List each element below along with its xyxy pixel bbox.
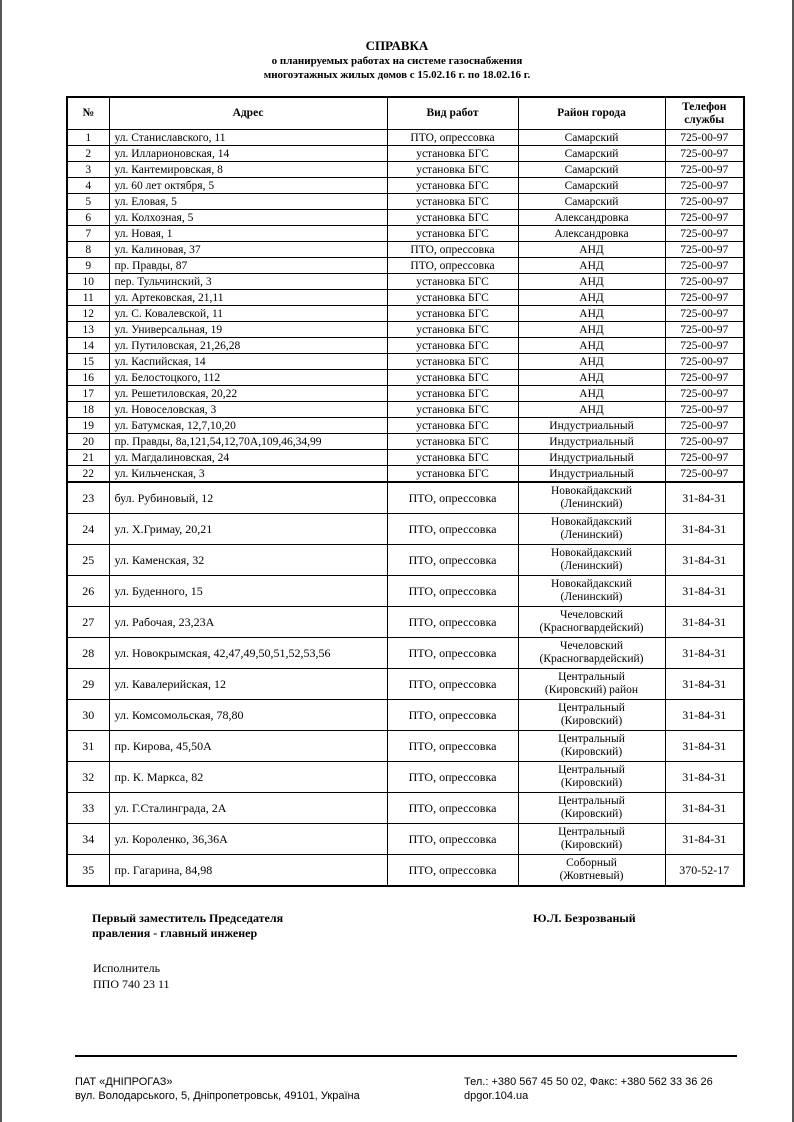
row-work-type: ПТО, опрессовка <box>387 258 518 274</box>
row-address: ул. Кантемировская, 8 <box>109 162 387 178</box>
row-number: 2 <box>67 146 109 162</box>
row-address: ул. Г.Сталинграда, 2А <box>109 793 387 824</box>
row-address: ул. Станиславского, 11 <box>109 130 387 146</box>
row-district <box>518 418 665 434</box>
row-address: ул. Рабочая, 23,23А <box>109 607 387 638</box>
row-number: 31 <box>67 731 109 762</box>
row-phone: 725-00-97 <box>665 354 744 370</box>
row-phone: 725-00-97 <box>665 178 744 194</box>
row-number: 30 <box>67 700 109 731</box>
row-phone: 31-84-31 <box>665 576 744 607</box>
row-phone: 725-00-97 <box>665 290 744 306</box>
row-work-type: установка БГС <box>387 370 518 386</box>
header-phone <box>665 97 744 130</box>
row-address: ул. Путиловская, 21,26,28 <box>109 338 387 354</box>
table-row <box>67 638 744 669</box>
row-district <box>518 514 665 545</box>
row-address: ул. Еловая, 5 <box>109 194 387 210</box>
footer-company: ПАТ «ДНІПРОГАЗ» <box>75 1076 173 1088</box>
row-phone: 725-00-97 <box>665 210 744 226</box>
row-phone: 725-00-97 <box>665 402 744 418</box>
row-work-type: ПТО, опрессовка <box>387 242 518 258</box>
row-phone: 725-00-97 <box>665 322 744 338</box>
row-phone: 31-84-31 <box>665 514 744 545</box>
row-phone: 725-00-97 <box>665 242 744 258</box>
signer-name: Ю.Л. Безрозваный <box>533 911 636 925</box>
row-district <box>518 607 665 638</box>
footer-divider <box>75 1055 737 1057</box>
row-number: 18 <box>67 402 109 418</box>
row-district <box>518 669 665 700</box>
row-number: 28 <box>67 638 109 669</box>
row-number: 20 <box>67 434 109 450</box>
row-number: 26 <box>67 576 109 607</box>
row-number: 29 <box>67 669 109 700</box>
row-district <box>518 322 665 338</box>
row-district <box>518 402 665 418</box>
row-number: 17 <box>67 386 109 402</box>
header-phone-line-2: службы <box>684 113 725 126</box>
row-district-name: АНД <box>579 323 604 336</box>
row-district <box>518 466 665 483</box>
row-district <box>518 226 665 242</box>
header-work: Вид работ <box>387 97 518 130</box>
row-work-type: ПТО, опрессовка <box>387 700 518 731</box>
row-district-old-name: (Жовтневый) <box>559 870 624 882</box>
row-number: 32 <box>67 762 109 793</box>
row-district <box>518 731 665 762</box>
table-row <box>67 669 744 700</box>
row-work-type: установка БГС <box>387 194 518 210</box>
row-address: ул. С. Ковалевской, 11 <box>109 306 387 322</box>
table-row <box>67 514 744 545</box>
row-number: 19 <box>67 418 109 434</box>
row-phone: 31-84-31 <box>665 482 744 514</box>
row-phone: 725-00-97 <box>665 386 744 402</box>
row-phone: 725-00-97 <box>665 226 744 242</box>
table-row <box>67 322 744 338</box>
row-district-name: Центральный <box>558 826 625 838</box>
row-district <box>518 194 665 210</box>
row-district-name: Новокайдакский <box>550 485 633 497</box>
row-address: ул. Колхозная, 5 <box>109 210 387 226</box>
row-district <box>518 576 665 607</box>
table-row <box>67 450 744 466</box>
signature-position-line-2: правления - главный инженер <box>92 926 258 940</box>
row-number: 12 <box>67 306 109 322</box>
row-work-type: установка БГС <box>387 434 518 450</box>
row-district-old-name: (Кировский) <box>560 746 623 758</box>
row-work-type: установка БГС <box>387 418 518 434</box>
row-work-type: установка БГС <box>387 450 518 466</box>
row-address: ул. Кильченская, 3 <box>109 466 387 483</box>
row-address: ул. Новоселовская, 3 <box>109 402 387 418</box>
row-work-type: установка БГС <box>387 146 518 162</box>
row-number: 22 <box>67 466 109 483</box>
row-address: ул. Батумская, 12,7,10,20 <box>109 418 387 434</box>
row-district <box>518 700 665 731</box>
row-district-name: Чечеловский <box>559 640 624 652</box>
row-district-old-name: (Ленинский) <box>560 498 623 510</box>
executor-block <box>93 960 170 992</box>
footer-address: вул. Володарського, 5, Дніпропетровськ, 49101, Україна <box>75 1090 360 1102</box>
row-district-name: Индустриальный <box>549 467 634 480</box>
table-row <box>67 274 744 290</box>
row-district-name: Индустриальный <box>549 435 634 448</box>
row-number: 6 <box>67 210 109 226</box>
row-number: 25 <box>67 545 109 576</box>
row-work-type: ПТО, опрессовка <box>387 576 518 607</box>
row-phone: 725-00-97 <box>665 450 744 466</box>
row-work-type: установка БГС <box>387 306 518 322</box>
row-address: ул. 60 лет октября, 5 <box>109 178 387 194</box>
row-address: ул. Кавалерийская, 12 <box>109 669 387 700</box>
row-district-name: АНД <box>579 259 604 272</box>
row-district-name: АНД <box>579 275 604 288</box>
table-row <box>67 338 744 354</box>
row-phone: 725-00-97 <box>665 434 744 450</box>
row-number: 14 <box>67 338 109 354</box>
header-phone-line-1: Телефон <box>682 100 727 113</box>
row-address: пер. Тульчинский, 3 <box>109 274 387 290</box>
row-address: ул. Х.Гримау, 20,21 <box>109 514 387 545</box>
row-district <box>518 306 665 322</box>
row-phone: 725-00-97 <box>665 370 744 386</box>
table-row <box>67 242 744 258</box>
row-district-name: Центральный <box>558 795 625 807</box>
row-district-name: Центральный <box>558 671 625 683</box>
row-district-old-name: (Кировский) <box>560 808 623 820</box>
row-work-type: ПТО, опрессовка <box>387 638 518 669</box>
row-district-name: Новокайдакский <box>550 578 633 590</box>
row-district-name: Центральный <box>558 733 625 745</box>
table-row <box>67 146 744 162</box>
row-district-name: Индустриальный <box>549 419 634 432</box>
row-district-name: Александровка <box>554 211 629 224</box>
row-district <box>518 210 665 226</box>
table-row <box>67 855 744 887</box>
row-address: ул. Универсальная, 19 <box>109 322 387 338</box>
table-row <box>67 386 744 402</box>
row-phone: 31-84-31 <box>665 824 744 855</box>
row-phone: 31-84-31 <box>665 731 744 762</box>
row-phone: 725-00-97 <box>665 466 744 483</box>
row-work-type: ПТО, опрессовка <box>387 607 518 638</box>
table-row <box>67 731 744 762</box>
executor-phone: ППО 740 23 11 <box>93 977 170 991</box>
row-number: 23 <box>67 482 109 514</box>
row-phone: 725-00-97 <box>665 162 744 178</box>
table-row <box>67 226 744 242</box>
row-district <box>518 482 665 514</box>
row-phone: 31-84-31 <box>665 762 744 793</box>
row-district-old-name: (Красногвардейский) <box>539 653 644 665</box>
row-work-type: ПТО, опрессовка <box>387 514 518 545</box>
row-work-type: установка БГС <box>387 402 518 418</box>
row-phone: 725-00-97 <box>665 418 744 434</box>
row-district-name: АНД <box>579 339 604 352</box>
row-district-name: Центральный <box>558 702 625 714</box>
row-phone: 725-00-97 <box>665 274 744 290</box>
row-number: 15 <box>67 354 109 370</box>
row-phone: 725-00-97 <box>665 258 744 274</box>
row-district-name: АНД <box>579 355 604 368</box>
executor-label: Исполнитель <box>93 961 161 975</box>
row-district <box>518 762 665 793</box>
page-edge-left <box>0 0 2 1122</box>
row-district-name: Самарский <box>564 147 619 160</box>
row-district <box>518 855 665 887</box>
row-number: 8 <box>67 242 109 258</box>
row-phone: 31-84-31 <box>665 700 744 731</box>
row-district-name: Самарский <box>564 179 619 192</box>
row-district-old-name: (Ленинский) <box>560 529 623 541</box>
row-work-type: установка БГС <box>387 290 518 306</box>
row-district <box>518 130 665 146</box>
row-number: 34 <box>67 824 109 855</box>
works-table <box>66 96 745 887</box>
row-work-type: установка БГС <box>387 466 518 483</box>
header-address: Адрес <box>109 97 387 130</box>
row-work-type: установка БГС <box>387 322 518 338</box>
row-phone: 370-52-17 <box>665 855 744 887</box>
row-number: 21 <box>67 450 109 466</box>
row-phone: 31-84-31 <box>665 669 744 700</box>
row-district-name: Новокайдакский <box>550 547 633 559</box>
table-row <box>67 700 744 731</box>
row-district-old-name: (Ленинский) <box>560 591 623 603</box>
signature-position <box>92 911 283 941</box>
row-district-name: АНД <box>579 307 604 320</box>
row-work-type: установка БГС <box>387 386 518 402</box>
table-row <box>67 762 744 793</box>
document-title: СПРАВКА <box>365 38 429 53</box>
row-phone: 725-00-97 <box>665 194 744 210</box>
table-row <box>67 258 744 274</box>
row-address: пр. Правды, 8а,121,54,12,70А,109,46,34,99 <box>109 434 387 450</box>
row-district <box>518 146 665 162</box>
row-district <box>518 638 665 669</box>
row-phone: 31-84-31 <box>665 545 744 576</box>
row-work-type: ПТО, опрессовка <box>387 545 518 576</box>
row-phone: 725-00-97 <box>665 146 744 162</box>
row-phone: 725-00-97 <box>665 338 744 354</box>
row-address: ул. Калиновая, 37 <box>109 242 387 258</box>
row-district-name: Соборный <box>566 857 617 869</box>
table-row <box>67 482 744 514</box>
table-row <box>67 402 744 418</box>
row-district <box>518 178 665 194</box>
row-district-name: АНД <box>579 387 604 400</box>
footer-phones: Тел.: +380 567 45 50 02, Факс: +380 562 33 36 26 <box>464 1076 713 1088</box>
row-number: 1 <box>67 130 109 146</box>
row-district-name: АНД <box>579 243 604 256</box>
row-work-type: ПТО, опрессовка <box>387 482 518 514</box>
row-work-type: ПТО, опрессовка <box>387 669 518 700</box>
row-district <box>518 354 665 370</box>
row-phone: 31-84-31 <box>665 638 744 669</box>
row-district <box>518 434 665 450</box>
table-row <box>67 354 744 370</box>
table-row <box>67 793 744 824</box>
row-district <box>518 386 665 402</box>
row-address: ул. Новая, 1 <box>109 226 387 242</box>
footer-website: dpgor.104.ua <box>464 1090 529 1102</box>
table-row <box>67 290 744 306</box>
row-district <box>518 242 665 258</box>
row-address: ул. Магдалиновская, 24 <box>109 450 387 466</box>
table-header-row <box>67 97 744 130</box>
row-district-old-name: (Ленинский) <box>560 560 623 572</box>
row-district-old-name: (Кировский) район <box>544 684 639 696</box>
row-number: 27 <box>67 607 109 638</box>
row-work-type: ПТО, опрессовка <box>387 855 518 887</box>
row-address: ул. Решетиловская, 20,22 <box>109 386 387 402</box>
row-number: 7 <box>67 226 109 242</box>
table-row <box>67 418 744 434</box>
table-row <box>67 370 744 386</box>
row-district <box>518 370 665 386</box>
footer-contacts-block <box>464 1075 713 1103</box>
row-number: 11 <box>67 290 109 306</box>
table-row <box>67 545 744 576</box>
signature-position-line-1: Первый заместитель Председателя <box>92 911 284 925</box>
row-district-name: Индустриальный <box>549 451 634 464</box>
row-address: ул. Буденного, 15 <box>109 576 387 607</box>
row-address: бул. Рубиновый, 12 <box>109 482 387 514</box>
row-number: 9 <box>67 258 109 274</box>
row-number: 5 <box>67 194 109 210</box>
row-number: 16 <box>67 370 109 386</box>
row-district-name: АНД <box>579 291 604 304</box>
row-district-old-name: (Кировский) <box>560 715 623 727</box>
row-number: 3 <box>67 162 109 178</box>
row-district <box>518 545 665 576</box>
document-subtitle-1: о планируемых работах на системе газоснабжения <box>271 55 523 67</box>
row-district <box>518 290 665 306</box>
row-address: ул. Короленко, 36,36А <box>109 824 387 855</box>
row-work-type: установка БГС <box>387 274 518 290</box>
row-address: ул. Каменская, 32 <box>109 545 387 576</box>
row-address: ул. Новокрымская, 42,47,49,50,51,52,53,56 <box>109 638 387 669</box>
header-num: № <box>67 97 109 130</box>
table-row <box>67 194 744 210</box>
row-phone: 725-00-97 <box>665 130 744 146</box>
row-work-type: установка БГС <box>387 162 518 178</box>
row-phone: 31-84-31 <box>665 793 744 824</box>
row-district-name: АНД <box>579 403 604 416</box>
row-district-name: Самарский <box>564 131 619 144</box>
document-subtitle-2: многоэтажных жилых домов с 15.02.16 г. по 18.02.16 г. <box>263 69 531 81</box>
row-work-type: установка БГС <box>387 354 518 370</box>
row-district <box>518 450 665 466</box>
row-district <box>518 338 665 354</box>
row-district <box>518 274 665 290</box>
table-row <box>67 607 744 638</box>
row-work-type: установка БГС <box>387 338 518 354</box>
row-address: ул. Белостоцкого, 112 <box>109 370 387 386</box>
row-address: ул. Комсомольская, 78,80 <box>109 700 387 731</box>
table-row <box>67 210 744 226</box>
table-row <box>67 130 744 146</box>
row-district-name: Чечеловский <box>559 609 624 621</box>
row-district <box>518 824 665 855</box>
table-row <box>67 306 744 322</box>
row-work-type: ПТО, опрессовка <box>387 731 518 762</box>
row-address: ул. Артековская, 21,11 <box>109 290 387 306</box>
row-district-name: Самарский <box>564 195 619 208</box>
table-row <box>67 434 744 450</box>
row-phone: 31-84-31 <box>665 607 744 638</box>
row-district-old-name: (Кировский) <box>560 839 623 851</box>
table-row <box>67 466 744 483</box>
row-district <box>518 162 665 178</box>
row-phone: 725-00-97 <box>665 306 744 322</box>
footer-company-block <box>75 1075 360 1103</box>
row-work-type: установка БГС <box>387 178 518 194</box>
row-number: 24 <box>67 514 109 545</box>
row-work-type: установка БГС <box>387 226 518 242</box>
row-district-name: Самарский <box>564 163 619 176</box>
row-work-type: ПТО, опрессовка <box>387 793 518 824</box>
row-work-type: ПТО, опрессовка <box>387 824 518 855</box>
row-address: ул. Илларионовская, 14 <box>109 146 387 162</box>
table-row <box>67 178 744 194</box>
row-address: пр. Правды, 87 <box>109 258 387 274</box>
row-district-name: Центральный <box>558 764 625 776</box>
row-address: пр. Гагарина, 84,98 <box>109 855 387 887</box>
row-district-name: Александровка <box>554 227 629 240</box>
row-number: 33 <box>67 793 109 824</box>
table-row <box>67 576 744 607</box>
row-number: 10 <box>67 274 109 290</box>
row-number: 4 <box>67 178 109 194</box>
row-work-type: ПТО, опрессовка <box>387 762 518 793</box>
row-address: пр. К. Маркса, 82 <box>109 762 387 793</box>
row-district-old-name: (Красногвардейский) <box>539 622 644 634</box>
row-district-name: Новокайдакский <box>550 516 633 528</box>
table-row <box>67 824 744 855</box>
row-address: ул. Каспийская, 14 <box>109 354 387 370</box>
row-district-old-name: (Кировский) <box>560 777 623 789</box>
table-row <box>67 162 744 178</box>
row-district <box>518 793 665 824</box>
row-address: пр. Кирова, 45,50А <box>109 731 387 762</box>
row-district-name: АНД <box>579 371 604 384</box>
row-district <box>518 258 665 274</box>
row-work-type: ПТО, опрессовка <box>387 130 518 146</box>
header-district: Район города <box>518 97 665 130</box>
row-number: 35 <box>67 855 109 887</box>
row-number: 13 <box>67 322 109 338</box>
row-work-type: установка БГС <box>387 210 518 226</box>
